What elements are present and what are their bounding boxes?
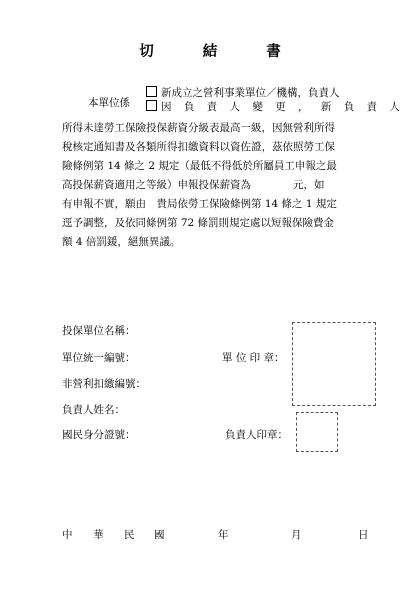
date-month: 月 xyxy=(291,529,302,541)
date-day: 日 xyxy=(358,529,369,541)
unit-seal-box[interactable] xyxy=(292,322,376,406)
body-line: 險條例第 14 條之 2 規定（最低不得低於所屬員工申報之最 xyxy=(62,160,337,172)
responsible-person-seal-box[interactable] xyxy=(296,412,338,452)
nonprofit-withholding-id-label: 非營利扣繳編號： xyxy=(62,378,146,390)
checkbox-new-unit[interactable] xyxy=(146,86,157,97)
date-min: 民 xyxy=(124,529,135,541)
document-title: 切 結 書 xyxy=(139,43,303,60)
body-line: 額 4 倍罰鍰，絕無異議。 xyxy=(62,236,181,248)
date-guo: 國 xyxy=(154,529,165,541)
declaration-body xyxy=(62,119,374,252)
unit-label: 本單位係 xyxy=(88,97,130,109)
responsible-person-seal-label: 負責人印章： xyxy=(225,429,288,441)
checkbox-change-responsible[interactable] xyxy=(146,100,157,111)
date-hua: 華 xyxy=(93,529,104,541)
date-year: 年 xyxy=(218,529,229,541)
date-zhong: 中 xyxy=(62,529,73,541)
body-line: 高投保薪資適用之等級）申報投保薪資為 元，如 xyxy=(62,179,325,191)
insured-unit-name-label: 投保單位名稱： xyxy=(62,325,136,337)
option-change-responsible[interactable] xyxy=(146,99,404,114)
unit-tax-id-label: 單位統一編號： xyxy=(62,352,136,364)
body-line: 所得未達勞工保險投保薪資分級表最高一級，因無營利所得 xyxy=(62,122,335,134)
national-id-label: 國民身分證號： xyxy=(62,429,136,441)
responsible-person-name-label: 負責人姓名： xyxy=(62,404,125,416)
option-new-unit-label: 新成立之營利事業單位／機構，負責人 xyxy=(161,87,340,99)
option-new-unit[interactable] xyxy=(146,85,340,100)
unit-seal-label: 單 位 印 章： xyxy=(222,352,285,364)
body-line: 稅核定通知書及各類所得扣繳資料以資佐證，茲依照勞工保 xyxy=(62,141,335,153)
body-line: 逕予調整，及依同條例第 72 條罰則規定處以短報保險費金 xyxy=(62,217,335,229)
body-line: 有申報不實，願由 貴局依勞工保險條例第 14 條之 1 規定 xyxy=(62,198,337,210)
option-change-responsible-label: 因 負 責 人 變 更 ， 新 負 責 人 xyxy=(161,101,405,113)
